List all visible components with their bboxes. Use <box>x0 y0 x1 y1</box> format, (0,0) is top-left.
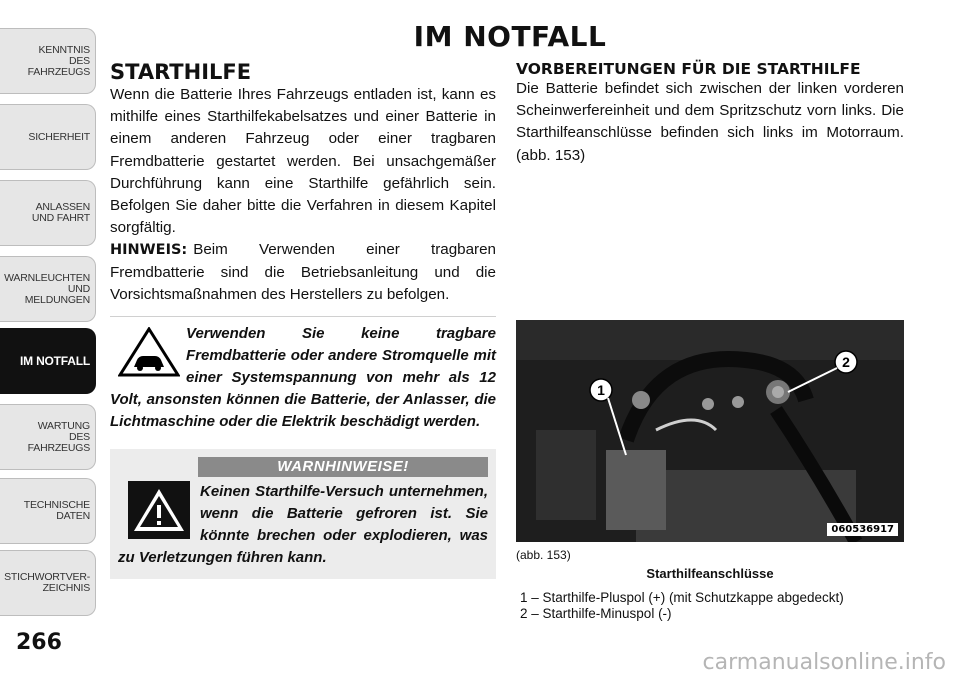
preparation-paragraph: Die Batterie befindet sich zwischen der linken vorderen Scheinwerfereinheit und dem Spritzschutz vorn links. Die Starthilfeanschlüsse befinden sich links im Motorraum. (abb. 153) <box>516 80 904 164</box>
warning-box <box>110 449 496 579</box>
image-code: 060536917 <box>827 523 898 536</box>
caution-text: Verwenden Sie keine tragbare Fremdbatterie oder andere Stromquelle mit einer Systemspannung von mehr als 12 Volt, ansonsten können die Batterie, der Anlasser, die Lichtmaschine oder die Elektrik beschädigt werden. <box>110 325 496 431</box>
left-column <box>110 60 496 579</box>
caution-block <box>110 316 496 433</box>
engine-bay-photo <box>516 320 904 542</box>
note-paragraph <box>110 239 496 306</box>
legend-item-2: 2 – Starthilfe-Minuspol (-) <box>520 606 672 621</box>
tab-stichwortverzeichnis[interactable]: STICHWORTVER- ZEICHNIS <box>0 550 96 616</box>
watermark: carmanualsonline.info <box>702 650 946 675</box>
caution-car-icon <box>118 327 180 377</box>
note-label: HINWEIS: <box>110 242 188 259</box>
tab-wartung-des-fahrzeugs[interactable]: WARTUNG DES FAHRZEUGS <box>0 404 96 470</box>
page-number: 266 <box>16 630 62 655</box>
engine-bay-illustration <box>516 320 904 542</box>
right-column <box>516 60 904 167</box>
tab-warnleuchten-und-meldungen[interactable]: WARNLEUCHTEN UND MELDUNGEN <box>0 256 96 322</box>
tab-anlassen-und-fahrt[interactable]: ANLASSEN UND FAHRT <box>0 180 96 246</box>
note-text: Beim Verwenden einer tragbaren Fremdbatterie sind die Betriebsanleitung und die Vorsichtsmaßnahmen des Herstellers zu befolgen. <box>110 241 496 303</box>
figure-reference: (abb. 153) <box>516 548 571 562</box>
warning-triangle-icon <box>128 481 190 539</box>
figure-legend <box>520 590 844 622</box>
callout-2: 2 <box>842 354 850 370</box>
figure-title: Starthilfeanschlüsse <box>646 566 774 581</box>
section-heading-vorbereitungen: VORBEREITUNGEN FÜR DIE STARTHILFE <box>516 60 861 78</box>
tab-kenntnis-des-fahrzeugs[interactable]: KENNTNIS DES FAHRZEUGS <box>0 28 96 94</box>
tab-sicherheit[interactable]: SICHERHEIT <box>0 104 96 170</box>
tab-technische-daten[interactable]: TECHNISCHE DATEN <box>0 478 96 544</box>
intro-paragraph: Wenn die Batterie Ihres Fahrzeugs entladen ist, kann es mithilfe eines Starthilfekabelsatzes und einer Batterie in einem anderen Fahrzeug oder einer tragbaren Fremdbatterie gestartet werden. Bei unsachgemäßer Durchführung kann eine Starthilfe gefährlich sein. Befolgen Sie daher bitte die Verfahren in diesem Kapitel sorgfältig. <box>110 86 496 237</box>
section-heading-starthilfe: STARTHILFE <box>110 60 252 84</box>
callout-1: 1 <box>597 382 605 398</box>
warning-title: WARNHINWEISE! <box>198 457 488 477</box>
legend-item-1: 1 – Starthilfe-Pluspol (+) (mit Schutzkappe abgedeckt) <box>520 590 844 605</box>
tab-im-notfall[interactable]: IM NOTFALL <box>0 328 96 394</box>
page-title: IM NOTFALL <box>413 20 607 53</box>
warning-text: Keinen Starthilfe-Versuch unternehmen, wenn die Batterie gefroren ist. Sie könnte brechen oder explodieren, was zu Verletzungen führen kann. <box>118 483 488 567</box>
